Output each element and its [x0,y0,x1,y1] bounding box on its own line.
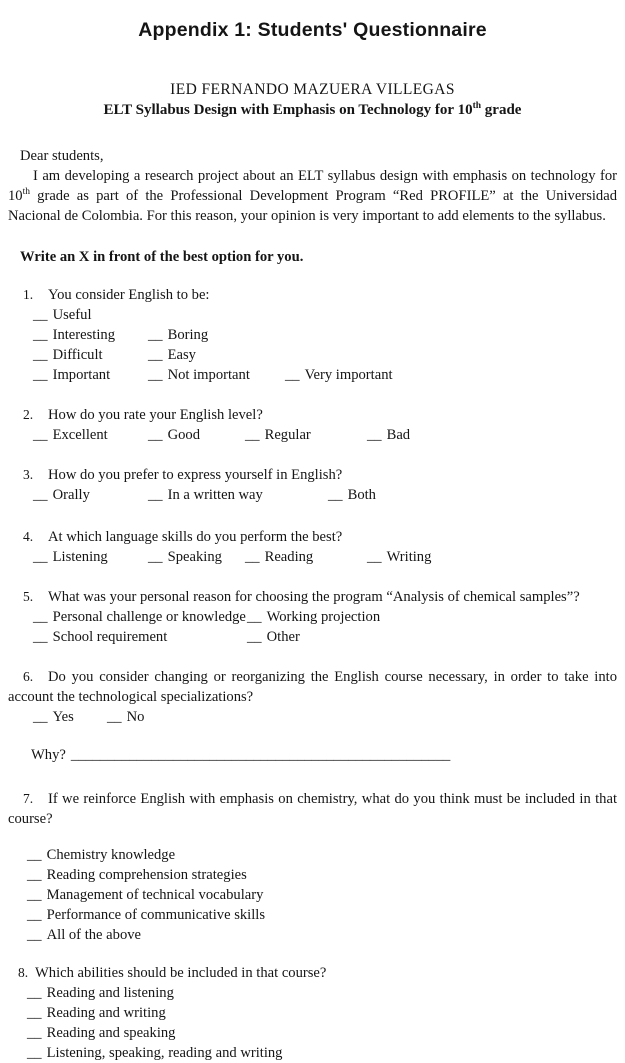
option-label: Regular [264,427,311,443]
option-easy [148,345,196,365]
question-3-row-1 [8,485,617,505]
answer-blank: __ [33,307,48,323]
answer-blank: __ [33,487,48,503]
option-label: Reading and writing [46,1005,166,1021]
subtitle-suffix: grade [481,102,522,118]
question-4-prompt: At which language skills do you perform the best? [48,529,343,545]
superscript-th: th [472,101,482,111]
answer-blank: __ [27,887,42,903]
option-reading [245,547,367,567]
page-title: Appendix 1: Students' Questionnaire [138,19,487,41]
option-excellent [33,425,148,445]
question-7-text [8,789,617,829]
answer-blank: __ [27,907,42,923]
option-label: Personal challenge or knowledge [52,609,246,625]
question-5-prompt: What was your personal reason for choosing the program “Analysis of chemical samples”? [48,589,580,605]
option-reading-and-writing [8,1003,617,1023]
question-1 [8,285,617,385]
question-6-row-1 [8,707,617,727]
option-label: Reading [264,549,314,565]
question-3-text [8,465,617,485]
question-2-text [8,405,617,425]
document-subtitle [8,100,617,120]
option-difficult [33,345,148,365]
question-8-text [8,963,617,983]
question-8 [8,963,617,1063]
option-reading-and-speaking [8,1023,617,1043]
answer-blank: __ [148,427,163,443]
answer-blank: __ [33,629,48,645]
question-4-text [8,527,617,547]
question-2-number: 2. [23,407,34,422]
option-label: Not important [167,367,250,383]
option-other [247,627,300,647]
option-writing [367,547,431,567]
option-label: Listening [52,549,108,565]
option-label: Excellent [52,427,108,443]
question-1-row-4 [8,365,617,385]
answer-blank: __ [285,367,300,383]
answer-blank: __ [247,629,262,645]
option-regular [245,425,367,445]
answer-blank: __ [33,347,48,363]
option-important [33,365,148,385]
question-8-options [8,983,617,1063]
option-reading-comprehension-strategies [8,865,617,885]
answer-blank: __ [245,549,260,565]
option-label: Yes [52,709,74,725]
answer-blank: __ [33,367,48,383]
option-label: Boring [167,327,209,343]
answer-blank: __ [148,327,163,343]
option-label: No [126,709,145,725]
question-1-row-3 [8,345,617,365]
question-5-text [8,587,617,607]
question-7-prompt: If we reinforce English with emphasis on chemistry, what do you think must be included in that course? [8,791,617,827]
question-6-text [8,667,617,707]
option-school-requirement [33,627,247,647]
why-prompt [8,745,617,765]
question-1-text [8,285,617,305]
option-label: Working projection [266,609,381,625]
question-4-number: 4. [23,529,34,544]
question-3-prompt: How do you prefer to express yourself in English? [48,467,343,483]
option-very-important [285,365,393,385]
option-listening-speaking-reading-writing [8,1043,617,1063]
question-7-number: 7. [23,791,34,806]
option-label: Chemistry knowledge [46,847,176,863]
answer-blank: __ [27,927,42,943]
question-5-row-2 [8,627,617,647]
intro-paragraph [8,166,617,226]
option-label: Writing [386,549,432,565]
option-management-technical-vocabulary [8,885,617,905]
intro-text-1: I am developing a research project about an ELT syllabus design with emphasis on technology for 10 [8,168,617,204]
option-label: Very important [304,367,393,383]
option-personal-challenge [33,607,247,627]
answer-blank: __ [328,487,343,503]
option-label: Important [52,367,111,383]
answer-blank: __ [107,709,122,725]
option-no [107,707,144,727]
question-7 [8,789,617,945]
answer-blank: __ [148,487,163,503]
option-working-projection [247,607,380,627]
answer-blank: __ [27,847,42,863]
option-label: Speaking [167,549,222,565]
option-not-important [148,365,285,385]
answer-blank: __ [27,985,42,1001]
option-both [328,485,376,505]
option-performance-communicative-skills [8,905,617,925]
question-6-number: 6. [23,669,34,684]
answer-blank: __ [27,867,42,883]
question-2 [8,405,617,445]
question-5 [8,587,617,647]
answer-blank: __ [27,1045,42,1061]
answer-blank: __ [148,367,163,383]
question-5-number: 5. [23,589,34,604]
option-listening [33,547,148,567]
institution-name: IED FERNANDO MAZUERA VILLEGAS [170,81,455,98]
option-label: Reading and listening [46,985,174,1001]
question-2-row-1 [8,425,617,445]
question-1-prompt: You consider English to be: [48,287,210,303]
answer-line: ____________________________________________________ [70,747,451,763]
option-label: Listening, speaking, reading and writing [46,1045,283,1061]
option-label: All of the above [46,927,142,943]
option-useful [33,305,92,325]
option-label: Management of technical vocabulary [46,887,264,903]
answer-blank: __ [33,427,48,443]
option-interesting [33,325,148,345]
question-6-prompt: Do you consider changing or reorganizing the English course necessary, in order to take into account the technological specializations? [8,669,617,705]
option-label: Easy [167,347,196,363]
question-6 [8,667,617,727]
question-8-prompt: Which abilities should be included in that course? [35,965,327,981]
question-1-row-1 [8,305,617,325]
option-good [148,425,245,445]
question-1-number: 1. [23,287,34,302]
answer-blank: __ [33,709,48,725]
question-7-options [8,845,617,945]
option-speaking [148,547,245,567]
option-label: Reading and speaking [46,1025,176,1041]
option-label: School requirement [52,629,168,645]
option-label: Good [167,427,201,443]
option-orally [33,485,148,505]
question-8-number: 8. [18,965,29,980]
superscript-th: th [22,187,30,198]
option-label: Orally [52,487,90,503]
instruction-line: Write an X in front of the best option for you. [20,249,304,265]
why-label: Why? [31,747,66,763]
answer-blank: __ [27,1025,42,1041]
answer-blank: __ [148,549,163,565]
answer-blank: __ [33,609,48,625]
option-yes [33,707,107,727]
option-label: Bad [386,427,411,443]
option-all-of-the-above [8,925,617,945]
question-3 [8,465,617,505]
option-label: Other [266,629,300,645]
intro-text-2: grade as part of the Professional Development Program “Red PROFILE” at the Universidad Nacional de Colombia. For this reason, your opinion is very important to add elements to the syllabus. [8,188,617,224]
option-chemistry-knowledge [8,845,617,865]
answer-blank: __ [245,427,260,443]
question-2-prompt: How do you rate your English level? [48,407,263,423]
question-5-row-1 [8,607,617,627]
answer-blank: __ [367,549,382,565]
option-label: Both [347,487,376,503]
salutation: Dear students, [20,148,104,164]
option-label: In a written way [167,487,263,503]
option-label: Useful [52,307,92,323]
question-3-number: 3. [23,467,34,482]
subtitle-text: ELT Syllabus Design with Emphasis on Technology for 10 [103,102,473,118]
answer-blank: __ [247,609,262,625]
answer-blank: __ [33,549,48,565]
option-label: Difficult [52,347,103,363]
answer-blank: __ [148,347,163,363]
option-in-a-written-way [148,485,328,505]
question-1-row-2 [8,325,617,345]
option-label: Performance of communicative skills [46,907,266,923]
option-boring [148,325,208,345]
option-reading-and-listening [8,983,617,1003]
answer-blank: __ [367,427,382,443]
option-label: Interesting [52,327,116,343]
option-label: Reading comprehension strategies [46,867,247,883]
option-bad [367,425,410,445]
question-4-row-1 [8,547,617,567]
question-4 [8,527,617,567]
answer-blank: __ [33,327,48,343]
answer-blank: __ [27,1005,42,1021]
